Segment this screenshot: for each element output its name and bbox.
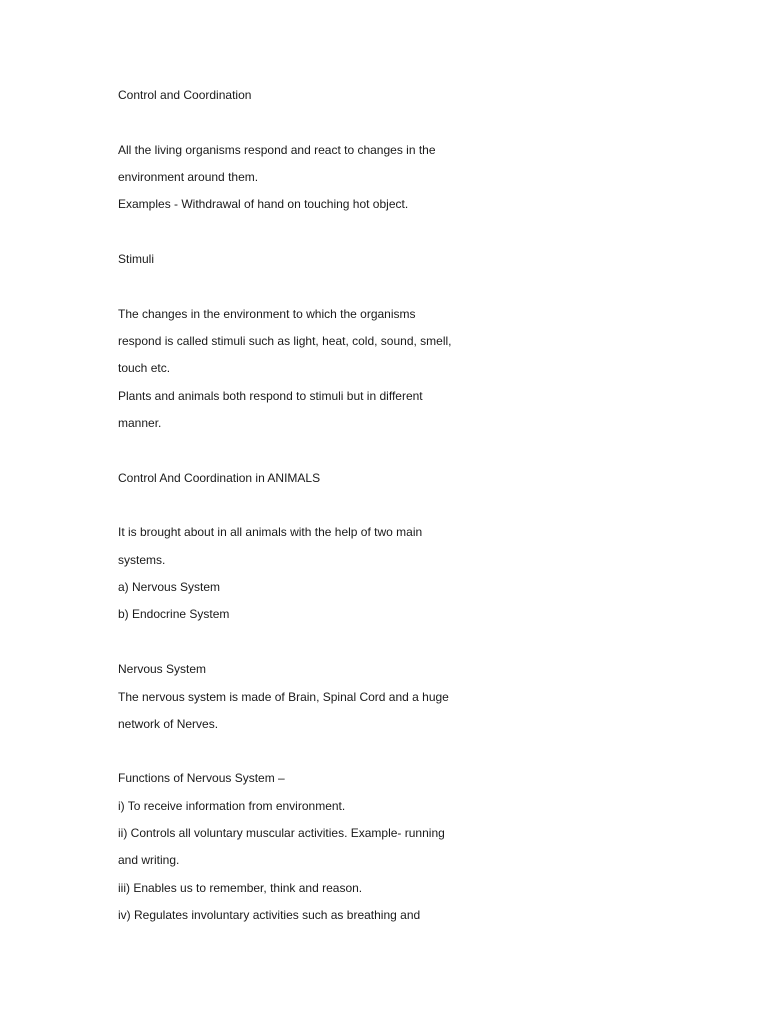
list-item-endocrine-system: b) Endocrine System xyxy=(118,607,230,621)
stimuli-text-line: respond is called stimuli such as light, heat, cold, sound, smell, xyxy=(118,334,452,348)
stimuli-text-line: Plants and animals both respond to stimuli but in different xyxy=(118,389,423,403)
function-item: iv) Regulates involuntary activities such as breathing and xyxy=(118,908,421,922)
function-item: ii) Controls all voluntary muscular activities. Example- running xyxy=(118,826,445,840)
stimuli-text-line: manner. xyxy=(118,416,162,430)
stimuli-text-line: touch etc. xyxy=(118,361,171,375)
functions-heading: Functions of Nervous System – xyxy=(118,771,285,785)
list-item-nervous-system: a) Nervous System xyxy=(118,580,221,594)
intro-line: Examples - Withdrawal of hand on touching hot object. xyxy=(118,197,409,211)
document-title: Control and Coordination xyxy=(118,88,252,102)
animals-text-line: systems. xyxy=(118,553,166,567)
intro-line: environment around them. xyxy=(118,170,259,184)
function-item: iii) Enables us to remember, think and reason. xyxy=(118,881,363,895)
stimuli-heading: Stimuli xyxy=(118,252,155,266)
stimuli-text-line: The changes in the environment to which the organisms xyxy=(118,307,416,321)
function-item: i) To receive information from environment. xyxy=(118,799,346,813)
nervous-text-line: The nervous system is made of Brain, Spinal Cord and a huge xyxy=(118,690,449,704)
intro-line: All the living organisms respond and react to changes in the xyxy=(118,143,436,157)
nervous-system-heading: Nervous System xyxy=(118,662,207,676)
function-item: and writing. xyxy=(118,853,180,867)
animals-heading: Control And Coordination in ANIMALS xyxy=(118,471,321,485)
nervous-text-line: network of Nerves. xyxy=(118,717,219,731)
animals-text-line: It is brought about in all animals with the help of two main xyxy=(118,525,423,539)
